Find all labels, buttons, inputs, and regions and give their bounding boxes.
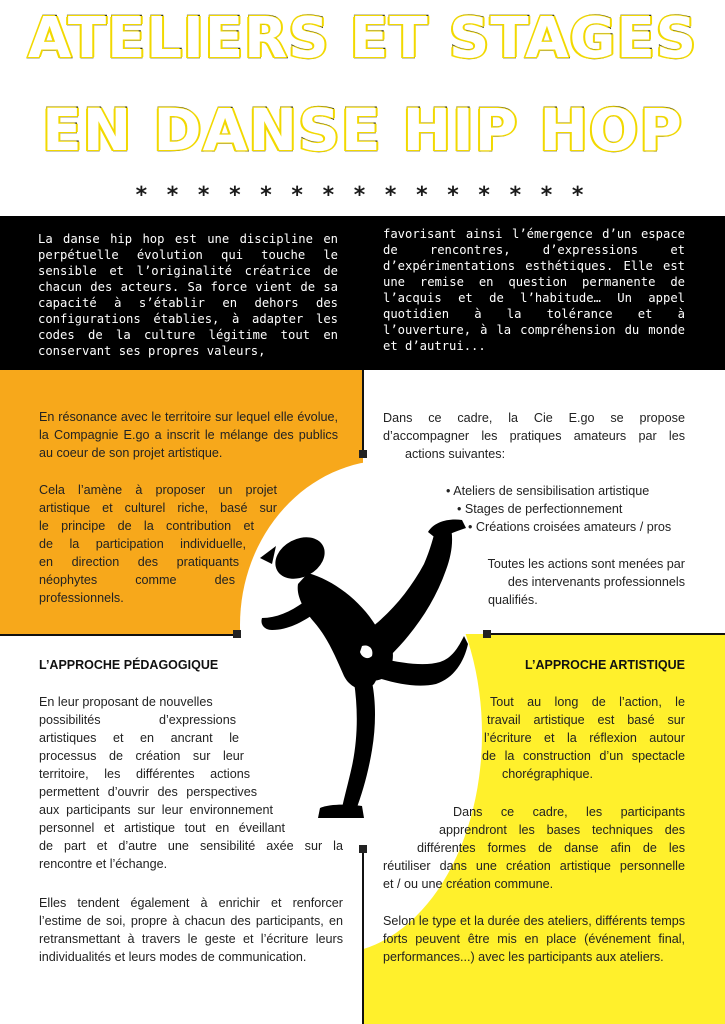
project-paragraph: Cela l’amène à proposer un projet artistique et culturel riche, basé sur le principe de la contribution et de la participation individuelle, en direction des pratiquants néophytes comme des professionnels. [39, 483, 277, 605]
actions-closing: Toutes les actions sont menées par des intervenants professionnels qualifiés. [487, 557, 685, 607]
pedagogique-paragraph-1: En leur proposant de nouvelles possibilités d’expressions artistiques et en ancrant le processus de création sur leur territoire, les différentes actions permettent d’ouvrir des perspectives aux participants sur leur environnement personnel et artistique tout en éveillant de part et d’autre une sensibilité axée sur la rencontre et l’échange. [39, 695, 343, 871]
divider-vertical-bottom [362, 848, 364, 1024]
divider-horizontal-left [0, 634, 240, 636]
corner-square [359, 845, 367, 853]
list-item: • Créations croisées amateurs / pros [468, 520, 672, 534]
resonance-paragraph: En résonance avec le territoire sur lequel elle évolue, la Compagnie E.go a inscrit le mélange des publics au coeur de son projet artistique. [39, 410, 338, 460]
breakdancer-silhouette-icon [258, 518, 468, 823]
corner-square [359, 450, 367, 458]
artistique-heading: L’APPROCHE ARTISTIQUE [525, 658, 685, 672]
stars-divider: * * * * * * * * * * * * * * * [135, 183, 590, 208]
pedagogique-paragraph-2: Elles tendent également à enrichir et renforcer l’estime de soi, propre à chacun des participants, en retransmettant à travers le geste et l’écriture leurs individualités et leurs modes de communication. [39, 896, 343, 964]
list-item: • Stages de perfectionnement [457, 502, 623, 516]
intro-left-text: La danse hip hop est une discipline en perpétuelle évolution qui touche le sensible et l’originalité créatrice de chacun des acteurs. Sa force vient de sa capacité à s’établir en dehors des configurations établies, à adapter les codes de la culture légitime tout en conservant ses propres valeurs, [38, 232, 338, 358]
divider-horizontal-right [487, 633, 725, 635]
artistique-paragraph-3: Selon le type et la durée des ateliers, différents temps forts peuvent être mis en place (événement final, performances...) avec les participants aux ateliers. [383, 914, 685, 964]
title-line-2: EN DANSE HIP HOP [42, 96, 683, 164]
corner-square [233, 630, 241, 638]
artistique-paragraph-1: Tout au long de l’action, le travail artistique est basé sur l’écriture et la réflexion autour de la construction d’un spectacle chorégraphique. [482, 695, 685, 781]
intro-right-text: favorisant ainsi l’émergence d’un espace de rencontres, d’expressions et d’expérimentations esthétiques. Elle est une remise en question permanente de l’acquis et de l’habitude… Un appel quotidien à la tolérance et à l’ouverture, à la compréhension du monde et d’autrui... [383, 227, 685, 353]
pedagogique-heading: L’APPROCHE PÉDAGOGIQUE [39, 658, 219, 672]
artistique-paragraph-2: Dans ce cadre, les participants apprendront les bases techniques des différentes formes de danse afin de les réutiliser dans une création artistique personnelle et / ou une création commune. [383, 805, 685, 891]
list-item: • Ateliers de sensibilisation artistique [446, 484, 650, 498]
title-line-1: ATELIERS ET STAGES [27, 6, 698, 71]
divider-vertical-top [362, 370, 364, 455]
actions-intro: Dans ce cadre, la Cie E.go se propose d’accompagner les pratiques amateurs par les actions suivantes: [383, 411, 685, 461]
corner-square [483, 630, 491, 638]
